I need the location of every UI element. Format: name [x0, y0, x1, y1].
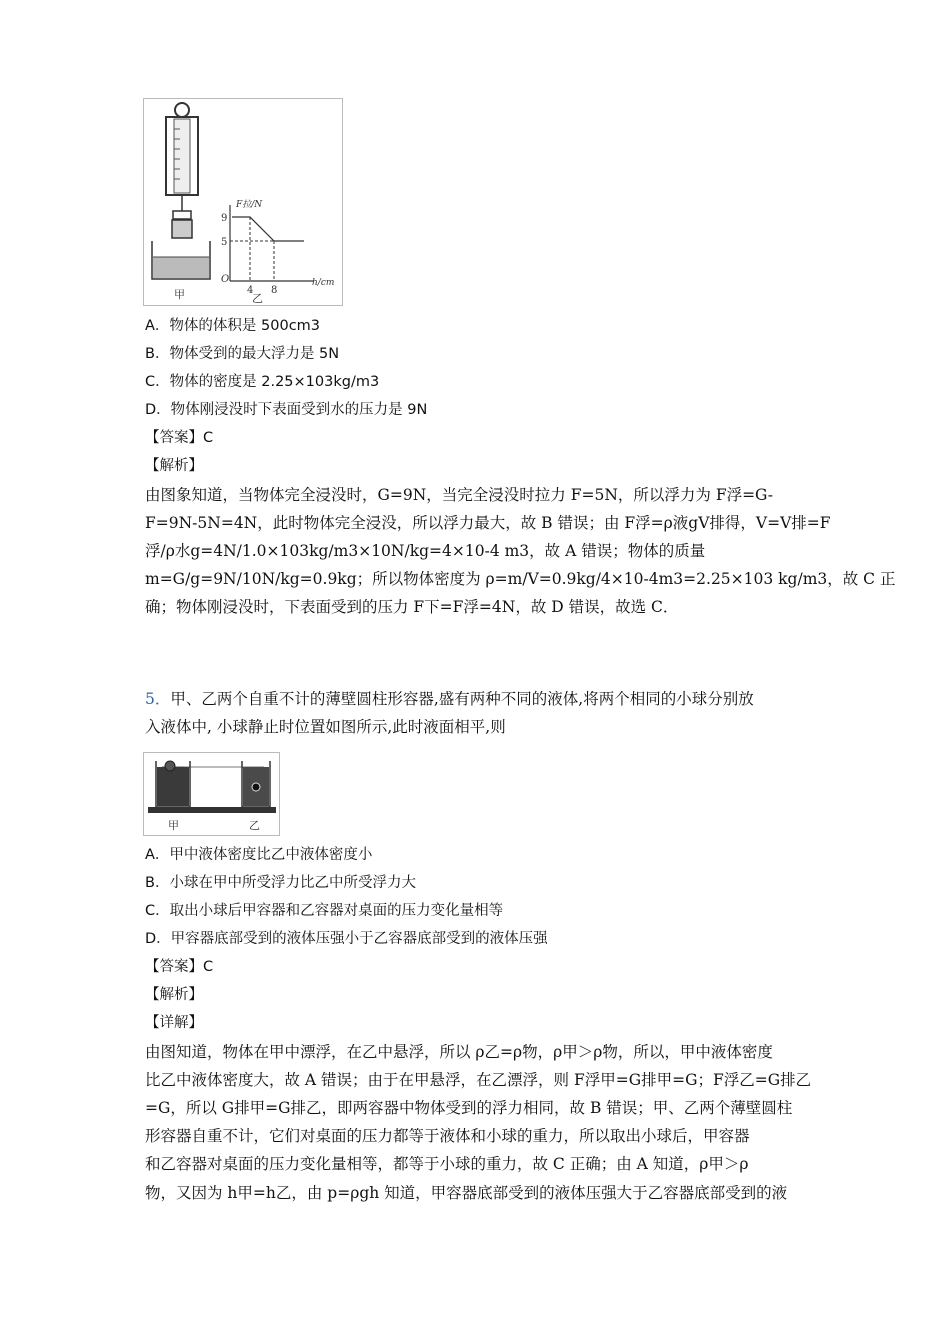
graph-tick-4: 4 — [247, 285, 254, 296]
q5-option-b: B．小球在甲中所受浮力比乙中所受浮力大 — [145, 875, 416, 891]
q4-analysis-line: 由图象知道，当物体完全浸没时，G=9N，当完全浸没时拉力 F=5N，所以浮力为 F浮=G- — [145, 486, 773, 504]
q4-analysis-line: 浮/ρ水g=4N/1.0×103kg/m3×10N/kg=4×10-4 m3，故 A 错误；物体的质量 — [145, 542, 706, 560]
q5-detail-line: 比乙中液体密度大，故 A 错误；由于在甲悬浮，在乙漂浮，则 F浮甲=G排甲=G；F浮乙=G排乙 — [145, 1071, 812, 1089]
graph-x-axis-label: h/cm — [312, 278, 335, 288]
q5-stem-line-2: 入液体中, 小球静止时位置如图所示,此时液面相平,则 — [145, 718, 506, 736]
q4-option-d: D．物体刚浸没时下表面受到水的压力是 9N — [145, 402, 428, 418]
q5-stem-line-1 — [145, 689, 754, 709]
q4-answer: 【答案】C — [145, 430, 214, 446]
q5-detail-title: 【详解】 — [145, 1015, 203, 1031]
figure-label-yi: 乙 — [249, 819, 260, 832]
figure-label-yi: 乙 — [252, 292, 263, 305]
graph-tick-5: 5 — [221, 237, 228, 248]
q5-detail-line: =G，所以 G排甲=G排乙，即两容器中物体受到的浮力相同，故 B 错误；甲、乙两个薄壁圆柱 — [145, 1099, 793, 1117]
q5-stem-text: 甲、乙两个自重不计的薄壁圆柱形容器,盛有两种不同的液体,将两个相同的小球分别放 — [170, 690, 754, 708]
q5-option-d: D．甲容器底部受到的液体压强小于乙容器底部受到的液体压强 — [145, 931, 548, 947]
graph-tick-8: 8 — [271, 285, 278, 296]
figure-label-jia: 甲 — [168, 819, 179, 832]
q5-analysis-title: 【解析】 — [145, 987, 203, 1003]
q5-detail-line: 由图知道，物体在甲中漂浮，在乙中悬浮，所以 ρ乙=ρ物，ρ甲＞ρ物，所以，甲中液体密度 — [145, 1043, 773, 1061]
q4-analysis-title: 【解析】 — [145, 458, 203, 474]
q5-detail-line: 和乙容器对桌面的压力变化量相等，都等于小球的重力，故 C 正确；由 A 知道，ρ甲＞ρ — [145, 1155, 749, 1173]
q4-option-b: B．物体受到的最大浮力是 5N — [145, 346, 340, 362]
q5-detail-line: 物，又因为 h甲=h乙，由 p=ρgh 知道，甲容器底部受到的液体压强大于乙容器底部受到的液 — [145, 1184, 788, 1202]
q4-analysis-line: m=G/g=9N/10N/kg=0.9kg；所以物体密度为 ρ=m/V=0.9kg/4×10-4m3=2.25×103 kg/m3，故 C 正 — [145, 570, 896, 588]
q4-option-a: A．物体的体积是 500cm3 — [145, 318, 321, 334]
spring-scale-diagram — [144, 99, 342, 305]
q4-analysis-line: 确；物体刚浸没时，下表面受到的压力 F下=F浮=4N，故 D 错误，故选 C． — [145, 598, 679, 616]
q5-detail-line: 形容器自重不计，它们对桌面的压力都等于液体和小球的重力，所以取出小球后，甲容器 — [145, 1127, 750, 1145]
q5-option-c: C．取出小球后甲容器和乙容器对桌面的压力变化量相等 — [145, 903, 504, 919]
figure-two-containers — [143, 752, 280, 836]
graph-y-axis-label: F拉/N — [236, 200, 263, 210]
q5-number: 5． — [145, 690, 171, 708]
figure-label-jia: 甲 — [174, 288, 185, 301]
graph-tick-9: 9 — [221, 213, 228, 224]
q4-analysis-line: F=9N-5N=4N，此时物体完全浸没，所以浮力最大，故 B 错误；由 F浮=ρ液gV排得，V=V排=F — [145, 514, 831, 532]
containers-diagram — [144, 753, 279, 835]
q5-answer: 【答案】C — [145, 959, 214, 975]
figure-spring-scale-graph — [143, 98, 343, 306]
q4-option-c: C．物体的密度是 2.25×103kg/m3 — [145, 374, 380, 390]
graph-origin: O — [221, 274, 230, 285]
q5-option-a: A．甲中液体密度比乙中液体密度小 — [145, 847, 373, 863]
